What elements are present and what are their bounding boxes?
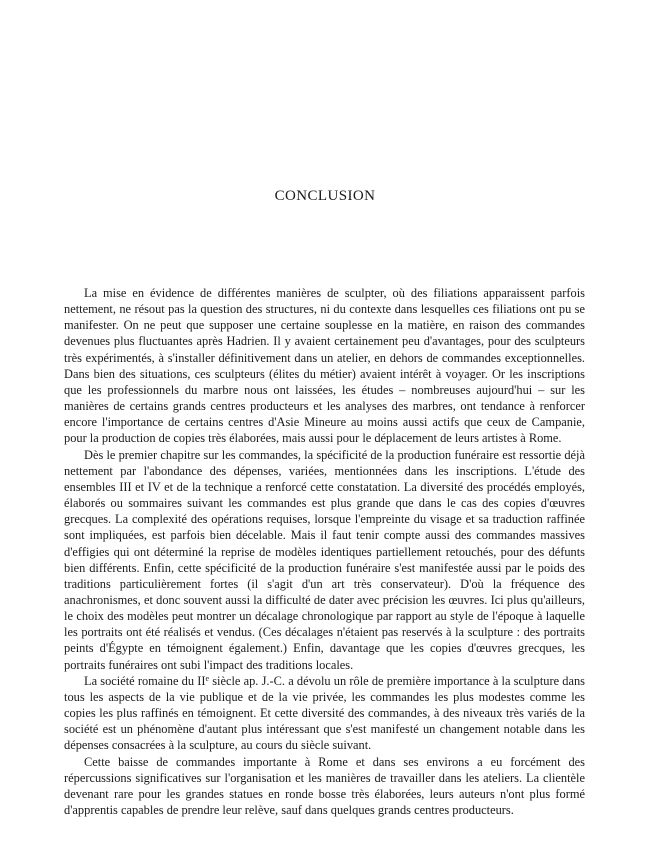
- chapter-title: CONCLUSION: [274, 188, 376, 204]
- paragraph-3-start: La société romaine du II: [84, 673, 206, 688]
- paragraph-1: La mise en évidence de différentes manières de sculpter, où des filiations apparaissent parfois nettement, ne résout pas la question des structures, ni du contexte dans lesquelles ces filiations ont pu se manifester. On ne peut que supposer une certaine souplesse en la matière, en raison des commandes devenues plus fluctuantes après Hadrien. Il y avaient certainement peu d'avantages, pour des sculpteurs très expérimentés, à s'installer définitivement dans un atelier, en dehors de commandes exceptionnelles. Dans bien des situations, ces sculpteurs (élites du métier) avaient intérêt à voyager. Or les inscriptions que les professionnels du marbre nous ont laissées, les études – nombreuses aujourd'hui – sur les manières de certains grands centres producteurs et les analyses des marbres, ont tendance à renforcer encore l'importance de certains centres d'Asie Mineure au moins aussi actifs que ceux de Campanie, pour la production de copies très élaborées, mais aussi pour le déplacement de leurs artistes à Rome.: [64, 286, 585, 446]
- paragraph-4: Cette baisse de commandes importante à Rome et dans ses environs a eu forcément des répercussions significatives sur l'organisation et les manières de travailler dans les ateliers. La clientèle devenant rare pour les grandes statues en ronde bosse très élaborées, leurs auteurs n'ont plus formé d'apprentis capables de prendre leur relève, sauf dans quelques grands centres producteurs.: [64, 754, 585, 817]
- body-text: [64, 285, 585, 818]
- paragraph-3: [64, 673, 585, 754]
- paragraph-3-rest: siècle ap. J.-C. a dévolu un rôle de première importance à la sculpture dans tous les aspects de la vie publique et de la vie privée, les commandes les plus modestes comme les copies les plus raffinés en témoignent. Et cette diversité des commandes, à des niveaux très variés de la société est un phénomène d'autant plus intéressant que s'est manifesté un changement notable dans les dépenses consacrées à la sculpture, au cours du siècle suivant.: [64, 673, 585, 753]
- paragraph-2: Dès le premier chapitre sur les commandes, la spécificité de la production funéraire est ressortie déjà nettement par l'abondance des dépenses, variées, mentionnées dans les inscriptions. L'étude des ensembles III et IV et de la technique a renforcé cette constatation. La diversité des procédés employés, élaborés ou sommaires suivant les commandes est plus grande que dans le cas des copies d'œuvres grecques. La complexité des opérations requises, lorsque l'empreinte du visage et sa traduction raffinée sont impliquées, est parfois bien décelable. Mais il faut tenir compte aussi des commandes massives d'effigies qui ont déterminé la reprise de modèles identiques partiellement retouchés, pour des défunts bien différents. Enfin, cette spécificité de la production funéraire s'est manifestée aussi par le poids des traditions particulièrement fortes (il s'agit d'un art très conservateur). D'où la fréquence des anachronismes, et donc souvent aussi la difficulté de dater avec précision les œuvres. Ici plus qu'ailleurs, le choix des modèles peut montrer un décalage chronologique par rapport au style de l'époque à laquelle les portraits ont été réalisés et vendus. (Ces décalages n'étaient pas reservés à la sculpture : des portraits peints d'Égypte en témoignent également.) Enfin, davantage que les copies d'œuvres grecques, les portraits funéraires ont subi l'impact des traditions locales.: [64, 447, 585, 672]
- superscript-e: e: [205, 673, 210, 683]
